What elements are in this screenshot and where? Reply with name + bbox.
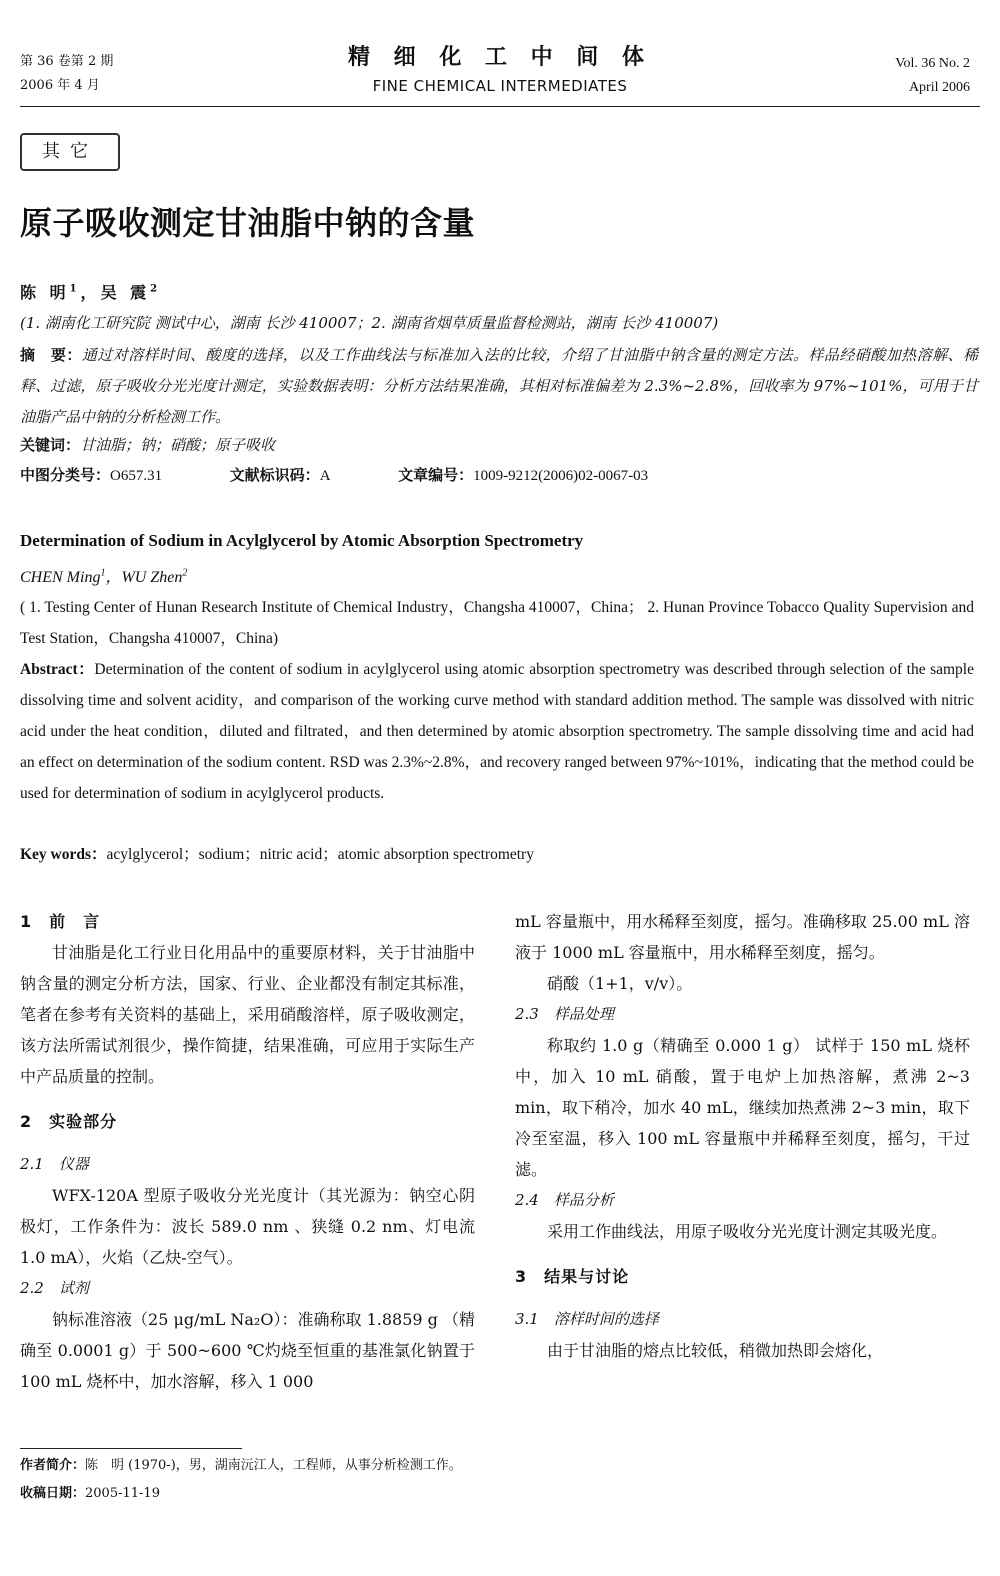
issue-cn: 第 36 卷第 2 期 <box>20 54 114 69</box>
footnote-rule <box>20 1448 242 1449</box>
abstract-en-label: Abstract： <box>20 661 95 678</box>
abstract-cn-text: 通过对溶样时间、酸度的选择，以及工作曲线法与标准加入法的比较，介绍了甘油脂中钠含量的测定方法。样品经硝酸加热溶解、稀释、过滤，原子吸收分光光度计测定，实验数据表明：分析方法结果准确，其相对标准偏差为 2.3%~2.8%，回收率为 97%~101%，可用于甘油脂产品中钠的分析检测工作。 <box>20 346 978 426</box>
date-cn: 2006 年 4 月 <box>20 78 100 93</box>
author-bio-text: 陈 明 (1970-)，男，湖南沅江人，工程师，从事分析检测工作。 <box>85 1458 462 1473</box>
abstract-cn-label: 摘 要： <box>20 346 82 364</box>
author-2: 吴 震 <box>100 283 151 302</box>
date-en: April 2006 <box>908 80 970 95</box>
authors-cn <box>20 280 161 303</box>
issue-en: Vol. 36 No. 2 <box>895 56 970 71</box>
header-rule <box>20 106 980 107</box>
clc-label: 中图分类号： <box>20 466 111 484</box>
keywords-en-text: acylglycerol；sodium；nitric acid；atomic absorption spectrometry <box>106 846 534 863</box>
subsection-heading-sample-treatment: 2.3 样品处理 <box>515 1005 614 1023</box>
paragraph-sample-treatment: 称取约 1.0 g（精确至 0.000 1 g） 试样于 150 mL 烧杯中，加入 10 mL 硝酸，置于电炉上加热溶解，煮沸 2~3 min，取下稍冷，加水 40 mL，继续加热煮沸 2~3 min，取下冷至室温，移入 100 mL 容量瓶中并稀释至刻度，摇匀，干过滤。 <box>515 1036 970 1179</box>
doc-code-label: 文献标识码： <box>229 466 320 484</box>
subsection-heading-sample-analysis: 2.4 样品分析 <box>515 1191 614 1209</box>
author-sep: ， <box>80 283 101 302</box>
author-2-mark: 2 <box>150 283 162 295</box>
paper-title-cn: 原子吸收测定甘油脂中钠的含量 <box>20 204 476 242</box>
journal-title-en: FINE CHEMICAL INTERMEDIATES <box>372 77 628 95</box>
section-heading-experimental: 2 实验部分 <box>20 1112 118 1131</box>
received-date-label: 收稿日期： <box>20 1486 86 1501</box>
keywords-en <box>20 842 534 864</box>
author-en-2: WU Zhen <box>121 569 183 586</box>
paragraph-intro: 甘油脂是化工行业日化用品中的重要原材料，关于甘油脂中钠含量的测定分析方法，国家、行业、企业都没有制定其标准，笔者在参考有关资料的基础上，采用硝酸溶样，原子吸收测定，该方法所需试剂很少，操作简捷，结果准确，可应用于实际生产中产品质量的控制。 <box>20 943 475 1086</box>
authors-en <box>20 564 187 587</box>
doc-code: A <box>319 468 331 484</box>
article-number-label: 文章编号： <box>398 466 474 484</box>
journal-title-cn: 精 细 化 工 中 间 体 <box>348 44 652 70</box>
affiliation-en: ( 1. Testing Center of Hunan Research Institute of Chemical Industry，Changsha 410007，China； 2. Hunan Province Tobacco Quality Supervision and Test Station，Changsha 410007，China) <box>20 599 974 647</box>
left-column <box>20 906 475 1397</box>
subsection-heading-instruments: 2.1 仪器 <box>20 1155 89 1173</box>
abstract-cn <box>20 340 978 433</box>
section-heading-intro: 1 前 言 <box>20 912 101 931</box>
author-1: 陈 明 <box>20 283 70 302</box>
abstract-en <box>20 654 974 809</box>
paragraph-sample-analysis: 采用工作曲线法，用原子吸收分光光度计测定其吸光度。 <box>547 1222 948 1241</box>
section-heading-results: 3 结果与讨论 <box>515 1267 630 1286</box>
author-en-2-mark: 2 <box>182 567 188 579</box>
header-volume-block <box>895 52 970 100</box>
classification-line <box>20 464 980 485</box>
author-en-1: CHEN Ming <box>20 569 101 586</box>
subsection-heading-reagents: 2.2 试剂 <box>20 1279 89 1297</box>
footnote <box>20 1452 462 1508</box>
paper-title-en: Determination of Sodium in Acylglycerol by Atomic Absorption Spectrometry <box>20 531 584 550</box>
article-number: 1009-9212(2006)02-0067-03 <box>473 468 649 484</box>
affiliation-cn: (1. 湖南化工研究院 测试中心，湖南 长沙 410007；2. 湖南省烟草质量监督检测站，湖南 长沙 410007) <box>20 314 719 332</box>
received-date <box>20 1480 462 1508</box>
keywords-en-label: Key words： <box>20 846 107 863</box>
author-en-sep: ， <box>105 569 122 586</box>
paragraph-dissolving-time: 由于甘油脂的熔点比较低，稍微加热即会熔化， <box>547 1341 884 1360</box>
section-tag: 其它 <box>20 133 120 171</box>
subsection-heading-dissolving-time: 3.1 溶样时间的选择 <box>515 1310 659 1328</box>
paragraph-nitric-acid: 硝酸（1+1，v/v）。 <box>547 974 693 993</box>
paragraph-reagents: 钠标准溶液（25 μg/mL Na₂O）：准确称取 1.8859 g （精确至 0.0001 g）于 500~600 ℃灼烧至恒重的基准氯化钠置于 100 mL 烧杯中，加水溶解，移入 1 000 <box>20 1310 475 1391</box>
author-bio <box>20 1452 462 1480</box>
author-en-1-mark: 1 <box>100 567 106 579</box>
journal-title-block <box>300 40 700 95</box>
keywords-cn <box>20 434 275 455</box>
author-1-mark: 1 <box>69 283 81 295</box>
received-date-text: 2005-11-19 <box>85 1486 160 1501</box>
paragraph-reagents-cont: mL 容量瓶中，用水稀释至刻度，摇匀。准确移取 25.00 mL 溶液于 1000 mL 容量瓶中，用水稀释至刻度，摇匀。 <box>515 912 970 962</box>
keywords-cn-text: 甘油脂；钠；硝酸；原子吸收 <box>80 436 276 454</box>
keywords-cn-label: 关键词： <box>20 436 81 454</box>
clc-code: O657.31 <box>110 468 163 484</box>
header-issue-block <box>20 50 113 98</box>
abstract-en-text: Determination of the content of sodium in acylglycerol using atomic absorption spectrometry was described through selection of the sample dissolving time and solvent acidity，and comparison of the working curve method with standard addition method. The sample was dissolved with nitric acid under the heat condition，diluted and filtrated，and then determined by atomic absorption spectrometry. The sample dissolving time and acid had an effect on determination of the sodium content. RSD was 2.3%~2.8%，and recovery ranged between 97%~101%，indicating that the method could be used for determination of sodium in acylglycerol products. <box>20 661 974 802</box>
paragraph-instruments: WFX-120A 型原子吸收分光光度计（其光源为：钠空心阴极灯，工作条件为：波长 589.0 nm 、狭缝 0.2 nm、灯电流 1.0 mA），火焰（乙炔-空气）。 <box>20 1186 475 1267</box>
right-column <box>515 906 970 1366</box>
author-bio-label: 作者简介： <box>20 1458 86 1473</box>
